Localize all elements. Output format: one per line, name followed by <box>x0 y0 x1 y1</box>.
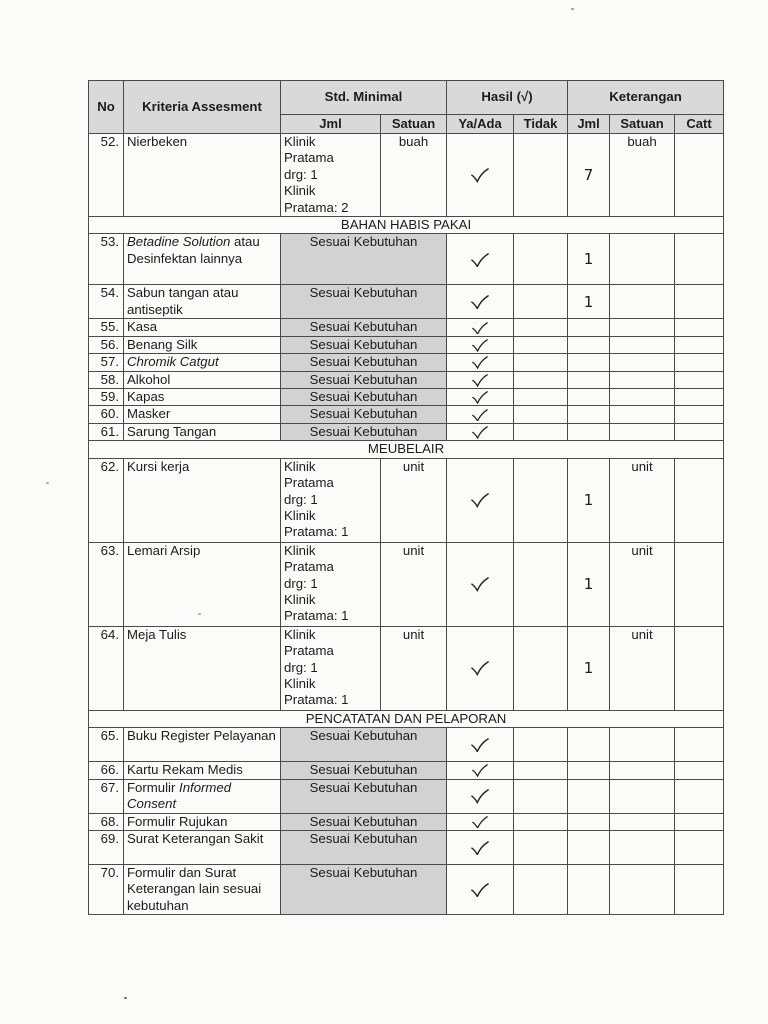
std-jml-line: drg: 1 <box>284 659 318 675</box>
ket-jml-cell: 1 <box>568 234 610 285</box>
ya-ada-cell <box>447 458 514 542</box>
ket-satuan-cell <box>610 864 675 914</box>
catatan-cell <box>675 319 724 336</box>
std-jml-line: drg: 1 <box>284 575 318 591</box>
row-number: 53. <box>89 234 124 285</box>
criteria-cell: Kartu Rekam Medis <box>124 762 281 779</box>
std-jml-line: Pratama <box>284 475 334 491</box>
ket-satuan-cell: unit <box>610 626 675 710</box>
section-title: MEUBELAIR <box>89 441 724 458</box>
checkmark-icon <box>472 391 488 404</box>
table-row <box>89 728 724 762</box>
row-number: 59. <box>89 389 124 406</box>
std-jml-line: Pratama: 1 <box>284 692 349 708</box>
tidak-cell <box>514 864 568 914</box>
row-number: 60. <box>89 406 124 423</box>
std-jml-line: Pratama <box>284 559 334 575</box>
catatan-cell <box>675 134 724 217</box>
std-satuan-cell: buah <box>381 134 447 217</box>
catatan-cell <box>675 458 724 542</box>
row-number: 57. <box>89 354 124 371</box>
std-satuan-cell: unit <box>381 458 447 542</box>
header-keterangan: Keterangan <box>568 81 724 115</box>
std-minimal-cell: Sesuai Kebutuhan <box>281 813 447 830</box>
std-jml-line: drg: 1 <box>284 166 318 182</box>
header-no: No <box>89 81 124 134</box>
table-row <box>89 371 724 388</box>
ya-ada-cell <box>447 830 514 864</box>
tidak-cell <box>514 728 568 762</box>
catatan-cell <box>675 285 724 319</box>
checkmark-icon <box>471 661 489 675</box>
table-row <box>89 813 724 830</box>
ket-jml-cell: 1 <box>568 285 610 319</box>
criteria-cell: Nierbeken <box>124 134 281 217</box>
criteria-cell: Sarung Tangan <box>124 423 281 440</box>
catatan-cell <box>675 779 724 813</box>
checkmark-icon <box>471 883 489 897</box>
ket-jml-cell <box>568 423 610 440</box>
std-satuan-cell: unit <box>381 626 447 710</box>
tidak-cell <box>514 134 568 217</box>
criteria-cell <box>124 779 281 813</box>
section-row <box>89 441 724 458</box>
std-jml-line: drg: 1 <box>284 491 318 507</box>
std-jml-line: Pratama <box>284 150 334 166</box>
ya-ada-cell <box>447 864 514 914</box>
std-jml-line: Pratama: 2 <box>284 199 349 215</box>
checkmark-icon <box>471 295 489 309</box>
std-minimal-cell: Sesuai Kebutuhan <box>281 830 447 864</box>
std-satuan-cell: unit <box>381 542 447 626</box>
ket-satuan-cell <box>610 406 675 423</box>
std-minimal-cell: Sesuai Kebutuhan <box>281 285 447 319</box>
catatan-cell <box>675 830 724 864</box>
ket-satuan-cell <box>610 285 675 319</box>
std-jml-cell <box>281 626 381 710</box>
std-jml-line: Klinik <box>284 675 316 691</box>
tidak-cell <box>514 542 568 626</box>
row-number: 69. <box>89 830 124 864</box>
std-minimal-cell: Sesuai Kebutuhan <box>281 371 447 388</box>
criteria-cell: Kursi kerja <box>124 458 281 542</box>
ya-ada-cell <box>447 762 514 779</box>
catatan-cell <box>675 762 724 779</box>
checkmark-icon <box>472 409 488 422</box>
ket-jml-cell <box>568 779 610 813</box>
std-jml-line: Pratama <box>284 643 334 659</box>
std-minimal-cell: Sesuai Kebutuhan <box>281 762 447 779</box>
scan-speck <box>571 8 574 10</box>
tidak-cell <box>514 830 568 864</box>
tidak-cell <box>514 423 568 440</box>
std-minimal-cell: Sesuai Kebutuhan <box>281 389 447 406</box>
header-ya-ada: Ya/Ada <box>447 115 514 134</box>
ket-satuan-cell: unit <box>610 542 675 626</box>
checkmark-icon <box>472 374 488 387</box>
header-std-minimal: Std. Minimal <box>281 81 447 115</box>
catatan-cell <box>675 354 724 371</box>
ket-satuan-cell: buah <box>610 134 675 217</box>
criteria-cell: Masker <box>124 406 281 423</box>
ket-satuan-cell <box>610 336 675 353</box>
std-minimal-cell: Sesuai Kebutuhan <box>281 234 447 285</box>
ket-jml-cell <box>568 762 610 779</box>
std-minimal-cell: Sesuai Kebutuhan <box>281 354 447 371</box>
header-catt: Catt <box>675 115 724 134</box>
tidak-cell <box>514 762 568 779</box>
table-row <box>89 319 724 336</box>
table-row <box>89 354 724 371</box>
section-row <box>89 710 724 727</box>
header-kriteria: Kriteria Assesment <box>124 81 281 134</box>
checkmark-icon <box>472 339 488 352</box>
catatan-cell <box>675 389 724 406</box>
ket-jml-cell <box>568 406 610 423</box>
criteria-cell: Alkohol <box>124 371 281 388</box>
ket-jml-cell <box>568 354 610 371</box>
catatan-cell <box>675 728 724 762</box>
std-minimal-cell: Sesuai Kebutuhan <box>281 406 447 423</box>
checkmark-icon <box>472 322 488 335</box>
catatan-cell <box>675 864 724 914</box>
ket-jml-cell <box>568 813 610 830</box>
catatan-cell <box>675 423 724 440</box>
ya-ada-cell <box>447 779 514 813</box>
std-jml-line: Pratama: 1 <box>284 608 349 624</box>
checkmark-icon <box>472 816 488 829</box>
criteria-cell <box>124 234 281 285</box>
catatan-cell <box>675 626 724 710</box>
table-row <box>89 830 724 864</box>
row-number: 52. <box>89 134 124 217</box>
ya-ada-cell <box>447 626 514 710</box>
std-jml-line: Pratama: 1 <box>284 524 349 540</box>
table-row <box>89 134 724 217</box>
std-jml-cell <box>281 134 381 217</box>
std-jml-cell <box>281 458 381 542</box>
ket-satuan-cell <box>610 830 675 864</box>
header-std-satuan: Satuan <box>381 115 447 134</box>
criteria-cell: Benang Silk <box>124 336 281 353</box>
std-minimal-cell: Sesuai Kebutuhan <box>281 319 447 336</box>
checkmark-icon <box>472 764 488 777</box>
table-row <box>89 779 724 813</box>
ya-ada-cell <box>447 285 514 319</box>
criteria-cell: Formulir Rujukan <box>124 813 281 830</box>
ya-ada-cell <box>447 728 514 762</box>
ket-satuan-cell <box>610 762 675 779</box>
section-title: PENCATATAN DAN PELAPORAN <box>89 710 724 727</box>
section-title: BAHAN HABIS PAKAI <box>89 217 724 234</box>
ket-jml-cell <box>568 830 610 864</box>
ket-jml-cell <box>568 336 610 353</box>
table-row <box>89 864 724 914</box>
catatan-cell <box>675 336 724 353</box>
ket-jml-cell <box>568 389 610 406</box>
checkmark-icon <box>472 356 488 369</box>
ket-satuan-cell <box>610 728 675 762</box>
ket-jml-cell <box>568 864 610 914</box>
std-jml-line: Klinik <box>284 458 316 474</box>
criteria-text: Betadine Solution <box>127 234 231 250</box>
criteria-text: Chromik Catgut <box>127 354 219 370</box>
std-jml-line: Klinik <box>284 507 316 523</box>
catatan-cell <box>675 406 724 423</box>
catatan-cell <box>675 234 724 285</box>
ya-ada-cell <box>447 813 514 830</box>
ket-jml-cell <box>568 371 610 388</box>
header-hasil: Hasil (√) <box>447 81 568 115</box>
tidak-cell <box>514 234 568 285</box>
ket-satuan-cell <box>610 371 675 388</box>
std-jml-line: Klinik <box>284 591 316 607</box>
criteria-text: atau Desinfektan lainnya <box>127 234 260 266</box>
scan-speck <box>46 482 49 484</box>
ket-jml-cell: 1 <box>568 542 610 626</box>
row-number: 65. <box>89 728 124 762</box>
checkmark-icon <box>471 789 489 803</box>
criteria-cell: Surat Keterangan Sakit <box>124 830 281 864</box>
ya-ada-cell <box>447 354 514 371</box>
ya-ada-cell <box>447 336 514 353</box>
tidak-cell <box>514 406 568 423</box>
tidak-cell <box>514 813 568 830</box>
tidak-cell <box>514 371 568 388</box>
header-ket-jml: Jml <box>568 115 610 134</box>
std-jml-line: Klinik <box>284 542 316 558</box>
table-row <box>89 389 724 406</box>
checkmark-icon <box>472 426 488 439</box>
ya-ada-cell <box>447 134 514 217</box>
row-number: 55. <box>89 319 124 336</box>
checkmark-icon <box>471 253 489 267</box>
std-minimal-cell: Sesuai Kebutuhan <box>281 864 447 914</box>
row-number: 64. <box>89 626 124 710</box>
ket-satuan-cell <box>610 354 675 371</box>
checkmark-icon <box>471 738 489 752</box>
ya-ada-cell <box>447 423 514 440</box>
criteria-cell: Kapas <box>124 389 281 406</box>
criteria-text: Informed Consent <box>127 779 232 811</box>
tidak-cell <box>514 458 568 542</box>
tidak-cell <box>514 779 568 813</box>
row-number: 61. <box>89 423 124 440</box>
ket-satuan-cell <box>610 779 675 813</box>
ket-satuan-cell <box>610 813 675 830</box>
table-row <box>89 406 724 423</box>
row-number: 68. <box>89 813 124 830</box>
ya-ada-cell <box>447 234 514 285</box>
std-jml-line: Klinik <box>284 134 316 149</box>
row-number: 63. <box>89 542 124 626</box>
row-number: 54. <box>89 285 124 319</box>
section-row <box>89 217 724 234</box>
tidak-cell <box>514 319 568 336</box>
criteria-cell: Buku Register Pelayanan <box>124 728 281 762</box>
ya-ada-cell <box>447 542 514 626</box>
tidak-cell <box>514 336 568 353</box>
header-tidak: Tidak <box>514 115 568 134</box>
ket-jml-cell <box>568 728 610 762</box>
table-row <box>89 626 724 710</box>
row-number: 62. <box>89 458 124 542</box>
criteria-cell: Sabun tangan atau antiseptik <box>124 285 281 319</box>
scan-speck <box>198 613 201 615</box>
criteria-cell: Kasa <box>124 319 281 336</box>
std-jml-line: Klinik <box>284 626 316 642</box>
criteria-cell: Meja Tulis <box>124 626 281 710</box>
ket-satuan-cell <box>610 389 675 406</box>
row-number: 66. <box>89 762 124 779</box>
ket-jml-cell: 7 <box>568 134 610 217</box>
table-row <box>89 762 724 779</box>
row-number: 67. <box>89 779 124 813</box>
tidak-cell <box>514 354 568 371</box>
criteria-cell <box>124 354 281 371</box>
ket-satuan-cell <box>610 234 675 285</box>
criteria-cell: Lemari Arsip <box>124 542 281 626</box>
tidak-cell <box>514 389 568 406</box>
table-body <box>89 134 724 915</box>
checkmark-icon <box>471 577 489 591</box>
ya-ada-cell <box>447 406 514 423</box>
ket-satuan-cell <box>610 423 675 440</box>
table-row <box>89 458 724 542</box>
catatan-cell <box>675 371 724 388</box>
ya-ada-cell <box>447 389 514 406</box>
checkmark-icon <box>471 841 489 855</box>
table-row <box>89 234 724 285</box>
std-minimal-cell: Sesuai Kebutuhan <box>281 423 447 440</box>
ket-jml-cell: 1 <box>568 458 610 542</box>
row-number: 58. <box>89 371 124 388</box>
std-jml-cell <box>281 542 381 626</box>
std-minimal-cell: Sesuai Kebutuhan <box>281 779 447 813</box>
checkmark-icon <box>471 493 489 507</box>
header-std-jml: Jml <box>281 115 381 134</box>
criteria-cell: Formulir dan Surat Keterangan lain sesuai kebutuhan <box>124 864 281 914</box>
ket-jml-cell: 1 <box>568 626 610 710</box>
tidak-cell <box>514 285 568 319</box>
ket-satuan-cell <box>610 319 675 336</box>
row-number: 70. <box>89 864 124 914</box>
table-row <box>89 423 724 440</box>
criteria-text: Formulir <box>127 779 180 795</box>
assessment-table <box>88 80 724 915</box>
table-row <box>89 542 724 626</box>
catatan-cell <box>675 542 724 626</box>
catatan-cell <box>675 813 724 830</box>
ket-satuan-cell: unit <box>610 458 675 542</box>
row-number: 56. <box>89 336 124 353</box>
std-minimal-cell: Sesuai Kebutuhan <box>281 336 447 353</box>
std-jml-line: Klinik <box>284 183 316 199</box>
ya-ada-cell <box>447 371 514 388</box>
ket-jml-cell <box>568 319 610 336</box>
tidak-cell <box>514 626 568 710</box>
checkmark-icon <box>471 168 489 182</box>
ya-ada-cell <box>447 319 514 336</box>
table-row <box>89 336 724 353</box>
std-minimal-cell: Sesuai Kebutuhan <box>281 728 447 762</box>
scan-speck <box>124 997 127 999</box>
header-ket-satuan: Satuan <box>610 115 675 134</box>
table-row <box>89 285 724 319</box>
